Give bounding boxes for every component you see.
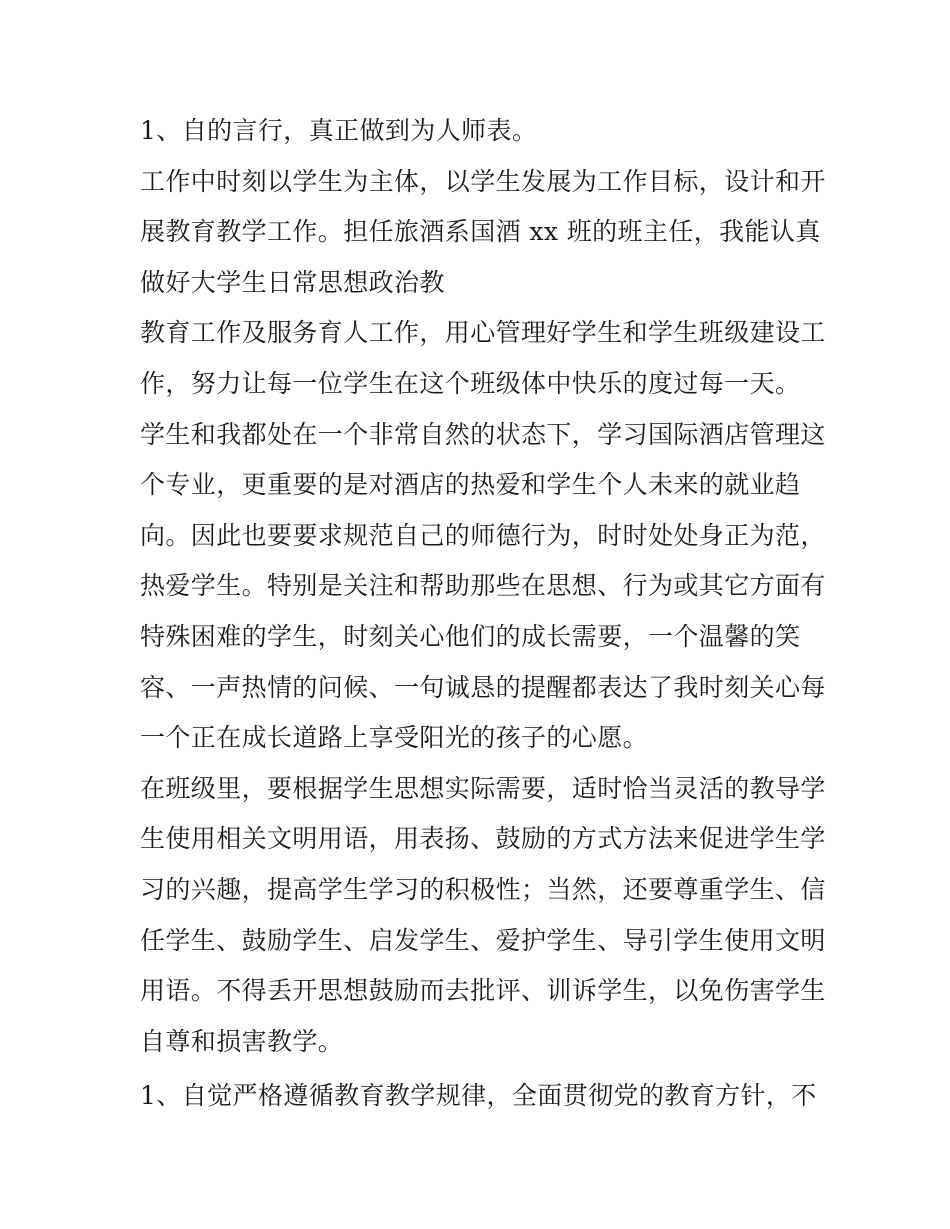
text-line: 向。因此也要要求规范自己的师德行为，时时处处身正为范， bbox=[140, 520, 826, 550]
text-line: 容、一声热情的问候、一句诚恳的提醒都表达了我时刻关心每 bbox=[140, 672, 826, 702]
text-line: 个专业，更重要的是对酒店的热爱和学生个人未来的就业趋 bbox=[140, 470, 801, 500]
text-line: 做好大学生日常思想政治教 bbox=[140, 267, 445, 297]
text-line: 一个正在成长道路上享受阳光的孩子的心愿。 bbox=[140, 723, 649, 753]
text-line: 1、自的言行，真正做到为人师表。 bbox=[140, 116, 538, 145]
text-line: 用语。不得丢开思想鼓励而去批评、训诉学生，以免伤害学生 bbox=[140, 976, 826, 1006]
document-body bbox=[140, 106, 826, 1122]
text-line: 习的兴趣，提高学生学习的积极性；当然，还要尊重学生、信 bbox=[140, 874, 826, 904]
text-line: 教育工作及服务育人工作，用心管理好学生和学生班级建设工 bbox=[140, 318, 826, 348]
text-line: 在班级里，要根据学生思想实际需要，适时恰当灵活的教导学 bbox=[140, 773, 826, 803]
text-line: 1、自觉严格遵循教育教学规律，全面贯彻党的教育方针，不 bbox=[140, 1081, 817, 1111]
text-line: 展教育教学工作。担任旅酒系国酒 xx 班的班主任，我能认真 bbox=[140, 217, 821, 247]
text-line: 作，努力让每一位学生在这个班级体中快乐的度过每一天。 bbox=[140, 368, 801, 398]
text-line: 学生和我都处在一个非常自然的状态下，学习国际酒店管理这 bbox=[140, 419, 826, 449]
text-line: 自尊和损害教学。 bbox=[140, 1026, 344, 1056]
text-line: 特殊困难的学生，时刻关心他们的成长需要，一个温馨的笑 bbox=[140, 621, 801, 651]
text-line: 工作中时刻以学生为主体，以学生发展为工作目标，设计和开 bbox=[140, 166, 826, 196]
text-line: 热爱学生。特别是关注和帮助那些在思想、行为或其它方面有 bbox=[140, 571, 826, 601]
text-line: 任学生、鼓励学生、启发学生、爱护学生、导引学生使用文明 bbox=[140, 925, 826, 955]
text-line: 生使用相关文明用语，用表扬、鼓励的方式方法来促进学生学 bbox=[140, 824, 826, 854]
